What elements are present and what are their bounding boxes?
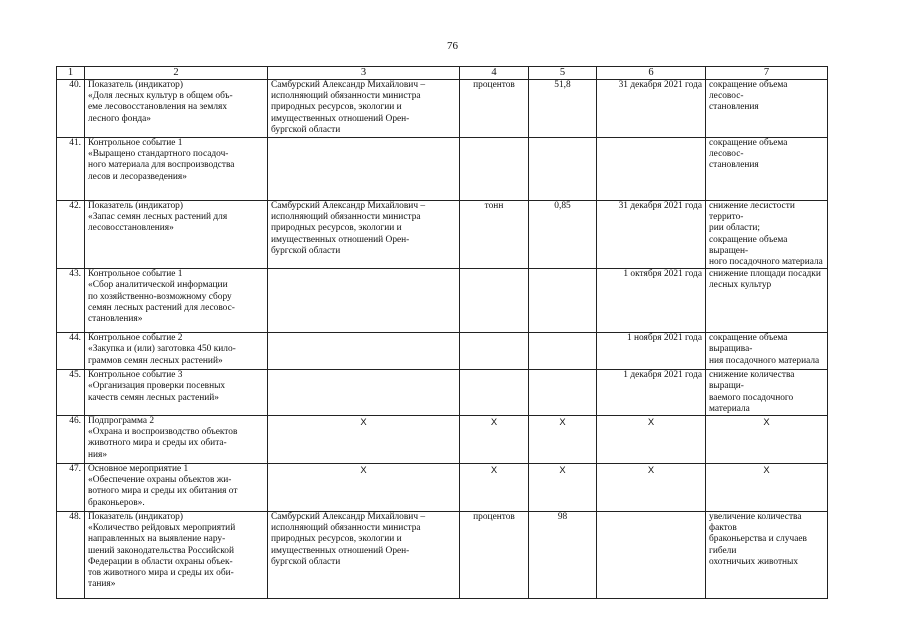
indicator-name: Показатель (индикатор) «Запас семян лесных растений для лесовосстановления» [85, 201, 268, 269]
row-number: 48. [57, 512, 85, 599]
column-number-header: 4 [460, 67, 529, 80]
column-number-header: 7 [706, 67, 828, 80]
target-value [529, 138, 597, 201]
indicator-name: Подпрограмма 2 «Охрана и воспроизводство объектов животного мира и среды их обита- ния» [85, 416, 268, 464]
responsible-person [268, 269, 460, 333]
unit-of-measure: тонн [460, 201, 529, 269]
unit-of-measure [460, 138, 529, 201]
unit-of-measure: X [460, 464, 529, 512]
table-row [57, 269, 828, 333]
table-row [57, 138, 828, 201]
risk-description: снижение количества выращи- ваемого посадочного материала [706, 370, 828, 416]
risk-description: снижение площади посадки лесных культур [706, 269, 828, 333]
column-number-header: 1 [57, 67, 85, 80]
risk-description: X [706, 416, 828, 464]
deadline-date: X [597, 464, 706, 512]
risk-description: сокращение объема лесовос- становления [706, 138, 828, 201]
deadline-date: X [597, 416, 706, 464]
responsible-person [268, 370, 460, 416]
target-value: 0,85 [529, 201, 597, 269]
responsible-person [268, 138, 460, 201]
target-value: 98 [529, 512, 597, 599]
deadline-date: 1 ноября 2021 года [597, 333, 706, 370]
indicator-name: Контрольное событие 2 «Закупка и (или) заготовка 450 кило- граммов семян лесных растений» [85, 333, 268, 370]
table-row [57, 333, 828, 370]
unit-of-measure [460, 370, 529, 416]
indicators-table [56, 66, 828, 599]
indicator-name: Показатель (индикатор) «Доля лесных культур в общем объ- еме лесовосстановления на землях лесного фонда» [85, 80, 268, 138]
unit-of-measure: процентов [460, 80, 529, 138]
indicator-name: Контрольное событие 3 «Организация проверки посевных качеств семян лесных растений» [85, 370, 268, 416]
risk-description: снижение лесистости террито- рии области; сокращение объема выращен- ного посадочного материала [706, 201, 828, 269]
target-value [529, 370, 597, 416]
deadline-date: 31 декабря 2021 года [597, 201, 706, 269]
row-number: 40. [57, 80, 85, 138]
row-number: 47. [57, 464, 85, 512]
column-number-header: 2 [85, 67, 268, 80]
responsible-person: Самбурский Александр Михайлович – исполняющий обязанности министра природных ресурсов, экологии и имущественных отношений Орен- бургской области [268, 80, 460, 138]
responsible-person: X [268, 464, 460, 512]
table-row [57, 370, 828, 416]
indicator-name: Основное мероприятие 1 «Обеспечение охраны объектов жи- вотного мира и среды их обитания от браконьеров». [85, 464, 268, 512]
table-body [57, 80, 828, 599]
target-value [529, 333, 597, 370]
unit-of-measure [460, 333, 529, 370]
table-row [57, 80, 828, 138]
risk-description: сокращение объема лесовос- становления [706, 80, 828, 138]
table-row [57, 416, 828, 464]
column-number-header: 3 [268, 67, 460, 80]
deadline-date: 1 октября 2021 года [597, 269, 706, 333]
row-number: 43. [57, 269, 85, 333]
row-number: 46. [57, 416, 85, 464]
target-value: X [529, 416, 597, 464]
unit-of-measure: X [460, 416, 529, 464]
responsible-person: Самбурский Александр Михайлович – исполняющий обязанности министра природных ресурсов, экологии и имущественных отношений Орен- бургской области [268, 512, 460, 599]
deadline-date [597, 512, 706, 599]
table-row [57, 201, 828, 269]
deadline-date: 1 декабря 2021 года [597, 370, 706, 416]
responsible-person [268, 333, 460, 370]
table-row [57, 512, 828, 599]
target-value: X [529, 464, 597, 512]
indicator-name: Показатель (индикатор) «Количество рейдовых мероприятий направленных на выявление нару- шений законодательства Российской Федерации в области охраны объек- тов животного мира и среды их оби- тания» [85, 512, 268, 599]
responsible-person: Самбурский Александр Михайлович – исполняющий обязанности министра природных ресурсов, экологии и имущественных отношений Орен- бургской области [268, 201, 460, 269]
column-number-header: 5 [529, 67, 597, 80]
row-number: 41. [57, 138, 85, 201]
row-number: 45. [57, 370, 85, 416]
table-row [57, 464, 828, 512]
risk-description: увеличение количества фактов браконьерства и случаев гибели охотничьих животных [706, 512, 828, 599]
deadline-date [597, 138, 706, 201]
column-number-row [57, 67, 828, 80]
page-number: 76 [447, 40, 458, 52]
target-value: 51,8 [529, 80, 597, 138]
indicator-name: Контрольное событие 1 «Выращено стандартного посадоч- ного материала для воспроизводства лесов и лесоразведения» [85, 138, 268, 201]
indicator-name: Контрольное событие 1 «Сбор аналитической информации по хозяйственно-возможному сбору семян лесных растений для лесовос- становления» [85, 269, 268, 333]
row-number: 42. [57, 201, 85, 269]
deadline-date: 31 декабря 2021 года [597, 80, 706, 138]
column-number-header: 6 [597, 67, 706, 80]
risk-description: X [706, 464, 828, 512]
target-value [529, 269, 597, 333]
unit-of-measure: процентов [460, 512, 529, 599]
responsible-person: X [268, 416, 460, 464]
risk-description: сокращение объема выращива- ния посадочного материала [706, 333, 828, 370]
row-number: 44. [57, 333, 85, 370]
unit-of-measure [460, 269, 529, 333]
